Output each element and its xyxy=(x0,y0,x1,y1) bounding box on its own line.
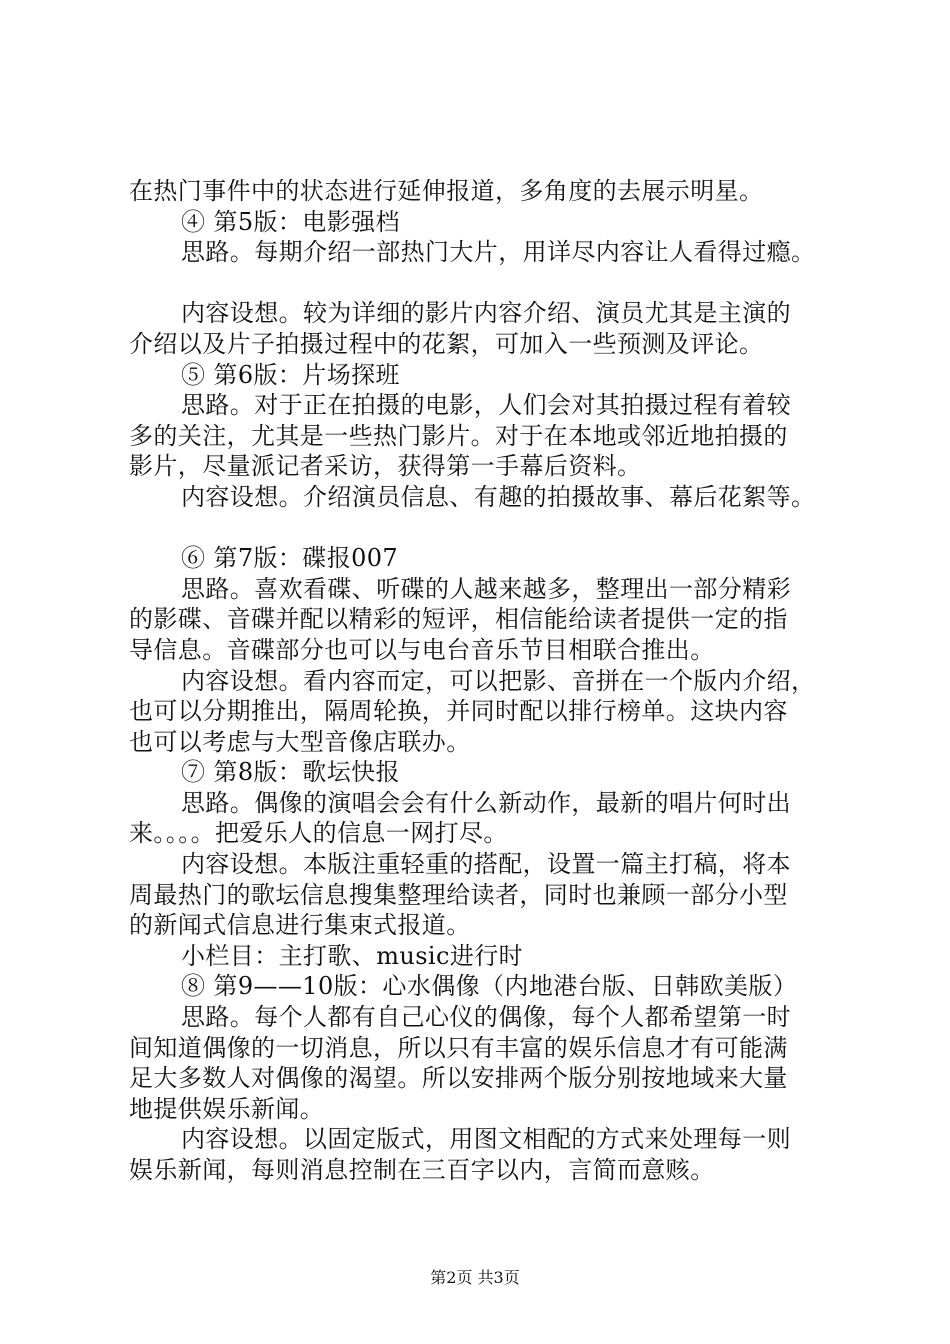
blank-line xyxy=(129,513,859,544)
text-line: 思路。偶像的演唱会会有什么新动作，最新的唱片何时出 xyxy=(181,788,791,817)
text-line: 内容设想。本版注重轻重的搭配，设置一篇主打稿，将本 xyxy=(181,850,791,879)
text-line: 内容设想。看内容而定，可以把影、音拼在一个版内介绍， xyxy=(181,666,816,695)
text-line: 导信息。音碟部分也可以与电台音乐节目相联合推出。 xyxy=(129,635,715,664)
section-heading: ⑥ 第7版：碟报007 xyxy=(181,544,399,573)
sub-column-line: 小栏目：主打歌、music进行时 xyxy=(181,941,524,970)
document-body xyxy=(129,176,859,1186)
text-line: 来。。。。把爱乐人的信息一网打尽。 xyxy=(129,819,508,848)
text-line: 间知道偶像的一切消息，所以只有丰富的娱乐信息才有可能满 xyxy=(129,1033,788,1062)
text-line: 也可以分期推出，隔周轮换，并同时配以排行榜单。这块内容 xyxy=(129,697,788,726)
text-line: 思路。喜欢看碟、听碟的人越来越多，整理出一部分精彩 xyxy=(181,574,791,603)
section-heading: ⑤ 第6版：片场探班 xyxy=(181,360,400,389)
text-line: 思路。每个人都有自己心仪的偶像，每个人都希望第一时 xyxy=(181,1003,791,1032)
page-number: 第2页 共3页 xyxy=(430,1268,520,1287)
text-line: 内容设想。以固定版式，用图文相配的方式来处理每一则 xyxy=(181,1125,791,1154)
blank-line xyxy=(129,268,859,299)
text-line: 介绍以及片子拍摄过程中的花絮，可加入一些预测及评论。 xyxy=(129,329,764,358)
text-line: 娱乐新闻，每则消息控制在三百字以内，言简而意赅。 xyxy=(129,1156,715,1184)
section-heading: ⑧ 第9——10版：心水偶像（内地港台版、日韩欧美版） xyxy=(181,972,798,1001)
text-line: 地提供娱乐新闻。 xyxy=(129,1094,325,1123)
text-line: 内容设想。介绍演员信息、有趣的拍摄故事、幕后花絮等。 xyxy=(181,482,816,511)
section-heading: ⑦ 第8版：歌坛快报 xyxy=(181,758,400,787)
text-line: 思路。对于正在拍摄的电影，人们会对其拍摄过程有着较 xyxy=(181,391,791,420)
text-line: 在热门事件中的状态进行延伸报道，多角度的去展示明星。 xyxy=(129,177,764,205)
text-line: 也可以考虑与大型音像店联办。 xyxy=(129,727,471,756)
text-line: 足大多数人对偶像的渴望。所以安排两个版分别按地域来大量 xyxy=(129,1064,788,1093)
text-line: 的影碟、音碟并配以精彩的短评，相信能给读者提供一定的指 xyxy=(129,605,788,634)
text-line: 多的关注，尤其是一些热门影片。对于在本地或邻近地拍摄的 xyxy=(129,421,788,450)
text-line: 思路。每期介绍一部热门大片，用详尽内容让人看得过瘾。 xyxy=(181,238,816,267)
text-line: 周最热门的歌坛信息搜集整理给读者，同时也兼顾一部分小型 xyxy=(129,880,788,909)
text-line: 内容设想。较为详细的影片内容介绍、演员尤其是主演的 xyxy=(181,299,791,328)
text-line: 影片，尽量派记者采访，获得第一手幕后资料。 xyxy=(129,452,642,481)
section-heading: ④ 第5版：电影强档 xyxy=(181,207,400,236)
text-line: 的新闻式信息进行集束式报道。 xyxy=(129,911,471,940)
